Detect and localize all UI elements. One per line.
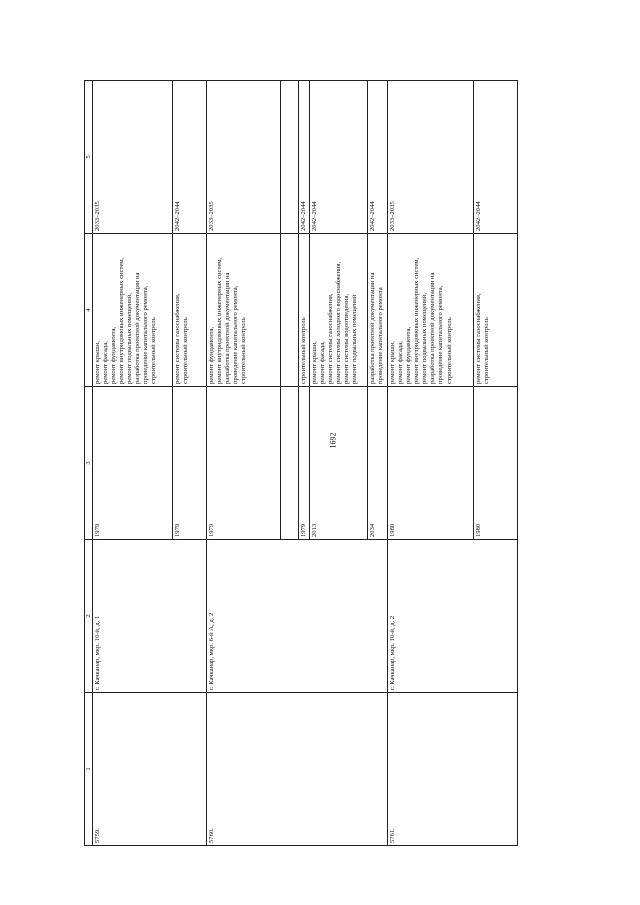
work-item: ремонт системы газоснабжения, bbox=[327, 293, 335, 384]
work-item: ремонт фасада, bbox=[319, 341, 327, 384]
work-item: ремонт внутридомовых инженерных систем, bbox=[216, 257, 224, 384]
work-item: строительный контроль bbox=[240, 317, 248, 384]
work-item: разработка проектной документации на bbox=[224, 272, 232, 384]
period-cell: 2033–2035 bbox=[388, 81, 474, 234]
period-cell: 2033–2035 bbox=[207, 81, 281, 234]
year-cell: 1980 bbox=[474, 387, 518, 540]
work-item: ремонт системы газоснабжения, bbox=[475, 293, 483, 384]
work-item: ремонт крыши, bbox=[389, 341, 397, 384]
period-cell: 2042–2044 bbox=[310, 81, 368, 234]
period-cell bbox=[281, 81, 299, 234]
work-item: разработка проектной документации на bbox=[429, 272, 437, 384]
row-number-cell: 5760. bbox=[207, 693, 388, 846]
header-col-5: 5 bbox=[85, 81, 93, 234]
work-item: ремонт фасада, bbox=[397, 341, 405, 384]
work-item: ремонт системы водоотведения, bbox=[343, 293, 351, 384]
address-cell: г. Качканар, мкр. 10-й, д. 2 bbox=[388, 540, 518, 693]
period-cell: 2042–2044 bbox=[299, 81, 310, 234]
works-cell bbox=[299, 234, 310, 387]
page-number: 1692 bbox=[328, 432, 338, 449]
year-cell: 2034 bbox=[368, 387, 388, 540]
work-item: ремонт фундамента, bbox=[208, 326, 216, 384]
work-item: ремонт системы газоснабжения, bbox=[174, 293, 182, 384]
rotated-table-sheet bbox=[84, 80, 507, 846]
work-item: ремонт внутридомовых инженерных систем, bbox=[413, 257, 421, 384]
work-item: разработка проектной документации на bbox=[369, 272, 377, 384]
work-item: ремонт крыши, bbox=[94, 341, 102, 384]
period-cell: 2042–2044 bbox=[173, 81, 207, 234]
work-item: ремонт системы холодного водоснабжения, bbox=[335, 261, 343, 384]
year-cell bbox=[281, 387, 299, 540]
row-number-cell: 5761. bbox=[388, 693, 518, 846]
row-number-cell: 5759. bbox=[93, 693, 207, 846]
year-cell: 1979 bbox=[207, 387, 281, 540]
works-cell bbox=[207, 234, 281, 387]
table-row bbox=[207, 81, 281, 846]
period-cell: 2042–2044 bbox=[368, 81, 388, 234]
work-item: строительный контроль bbox=[150, 317, 158, 384]
work-item: ремонт подвальных помещений bbox=[351, 294, 359, 384]
work-item: разработка проектной документации на bbox=[134, 272, 142, 384]
year-cell: 1980 bbox=[388, 387, 474, 540]
period-cell: 2033–2035 bbox=[93, 81, 173, 234]
work-item: проведение капитального ремонта, bbox=[437, 285, 445, 384]
year-cell: 1979 bbox=[299, 387, 310, 540]
work-item: проведение капитального ремонта, bbox=[232, 285, 240, 384]
works-cell bbox=[281, 234, 299, 387]
works-cell bbox=[173, 234, 207, 387]
table-row bbox=[388, 81, 474, 846]
work-item: проведение капитального ремонта, bbox=[142, 285, 150, 384]
work-item: ремонт крыши, bbox=[311, 341, 319, 384]
header-col-1: 1 bbox=[85, 693, 93, 846]
works-cell bbox=[474, 234, 518, 387]
work-item: строительный контроль bbox=[300, 317, 308, 384]
works-cell bbox=[93, 234, 173, 387]
year-cell: 1979 bbox=[93, 387, 173, 540]
header-col-3: 3 bbox=[85, 387, 93, 540]
work-item: ремонт подвальных помещений, bbox=[126, 293, 134, 384]
year-cell: 1979 bbox=[173, 387, 207, 540]
work-item: ремонт фундамента, bbox=[110, 326, 118, 384]
work-item: строительный контроль bbox=[483, 317, 491, 384]
work-item: ремонт внутридомовых инженерных систем, bbox=[118, 257, 126, 384]
year-cell: 2013 bbox=[310, 387, 368, 540]
address-cell: г. Качканар, мкр. 10-й, д. 1 bbox=[93, 540, 207, 693]
work-item: строительный контроль bbox=[445, 317, 453, 384]
header-row bbox=[85, 81, 93, 846]
work-item: ремонт фундамента, bbox=[405, 326, 413, 384]
address-cell: г. Качканар, мкр. 6-й А, д. 2 bbox=[207, 540, 388, 693]
work-item: ремонт фасада, bbox=[102, 341, 110, 384]
table-body bbox=[93, 81, 518, 846]
header-col-2: 2 bbox=[85, 540, 93, 693]
work-item: строительный контроль bbox=[182, 317, 190, 384]
work-item: ремонт подвальных помещений, bbox=[421, 293, 429, 384]
header-col-4: 4 bbox=[85, 234, 93, 387]
period-cell: 2042–2044 bbox=[474, 81, 518, 234]
table-row bbox=[93, 81, 173, 846]
works-cell bbox=[388, 234, 474, 387]
works-cell bbox=[310, 234, 368, 387]
work-item: проведение капитального ремонта bbox=[377, 287, 385, 384]
works-cell bbox=[368, 234, 388, 387]
capital-repair-table bbox=[84, 80, 518, 846]
